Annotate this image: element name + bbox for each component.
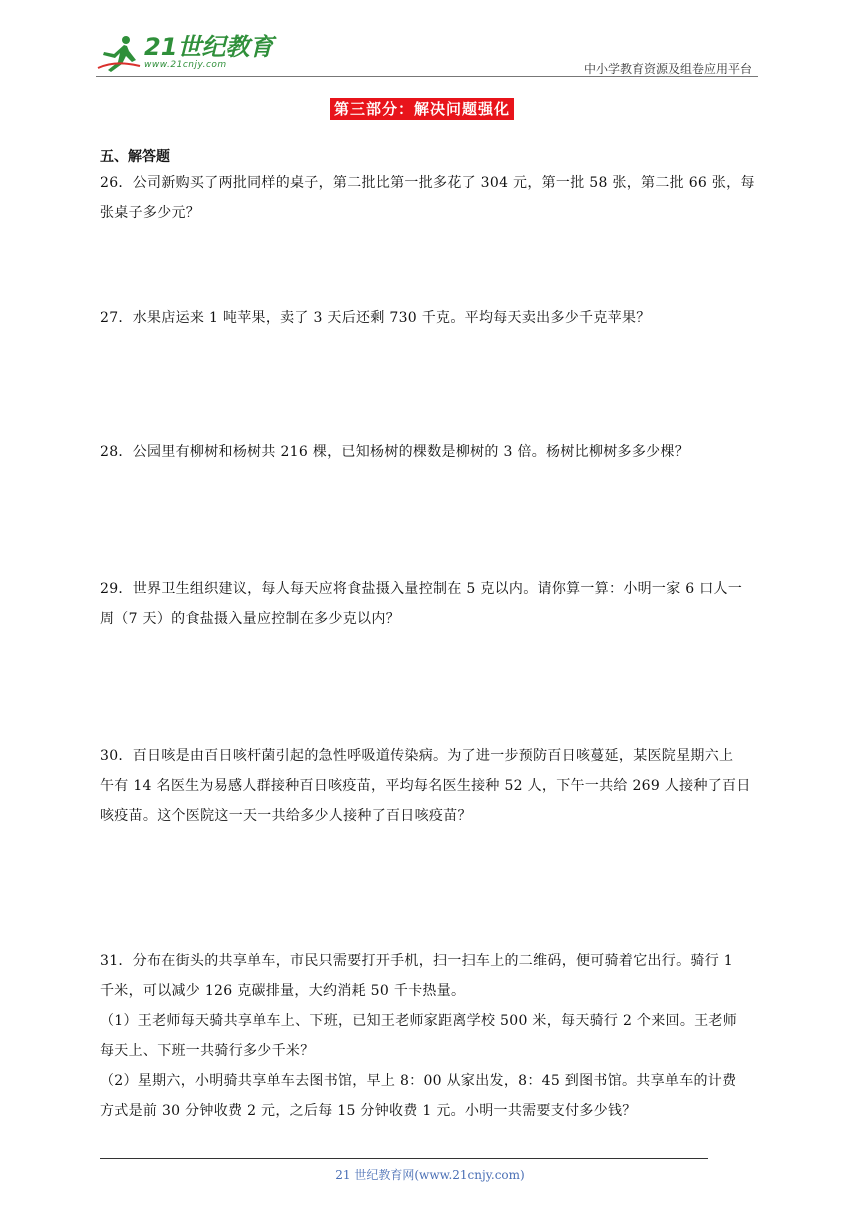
question-line: 29．世界卫生组织建议，每人每天应将食盐摄入量控制在 5 克以内。请你算一算：小明一家 6 口人一 [100, 581, 743, 597]
runner-logo-icon [96, 34, 142, 74]
question-line: 周（7 天）的食盐摄入量应控制在多少克以内？ [100, 611, 400, 627]
question-line: 方式是前 30 分钟收费 2 元，之后每 15 分钟收费 1 元。小明一共需要支付多少钱？ [100, 1103, 637, 1119]
footer-divider [100, 1158, 708, 1159]
logo-url: www.21cnjy.com [144, 60, 227, 70]
part-heading: 五、解答题 [100, 149, 170, 165]
question-line: 28．公园里有柳树和杨树共 216 棵，已知杨树的棵数是柳树的 3 倍。杨树比柳树多多少棵？ [100, 444, 690, 460]
question-28 [100, 437, 764, 467]
section-title: 第三部分：解决问题强化 [330, 98, 514, 120]
question-line: 27．水果店运来 1 吨苹果，卖了 3 天后还剩 730 千克。平均每天卖出多少千克苹果？ [100, 310, 651, 326]
subquestion-2: （2）星期六，小明骑共享单车去图书馆，早上 8：00 从家出发，8：45 到图书馆。共享单车的计费 [100, 1073, 737, 1089]
logo-wordmark: 21世纪教育 [144, 33, 274, 61]
question-29 [100, 574, 764, 634]
question-line: 30．百日咳是由百日咳杆菌引起的急性呼吸道传染病。为了进一步预防百日咳蔓延，某医院星期六上 [100, 748, 734, 764]
question-30 [100, 741, 764, 831]
question-31 [100, 946, 764, 1126]
logo [96, 34, 273, 74]
header-divider [96, 76, 758, 77]
platform-name: 中小学教育资源及组卷应用平台 [583, 62, 752, 76]
question-26 [100, 168, 764, 228]
question-27 [100, 303, 764, 333]
footer-text: 21 世纪教育网(www.21cnjy.com) [335, 1168, 525, 1182]
question-line: 每天上、下班一共骑行多少千米？ [100, 1043, 315, 1059]
subquestion-1: （1）王老师每天骑共享单车上、下班，已知王老师家距离学校 500 米，每天骑行 2 个来回。王老师 [100, 1013, 738, 1029]
question-line: 张桌子多少元？ [100, 205, 201, 221]
page-header [96, 30, 760, 80]
question-line: 26．公司新购买了两批同样的桌子，第二批比第一批多花了 304 元，第一批 58 张，第二批 66 张，每 [100, 175, 755, 191]
question-line: 千米，可以减少 126 克碳排量，大约消耗 50 千卡热量。 [100, 983, 466, 999]
question-line: 31．分布在街头的共享单车，市民只需要打开手机，扫一扫车上的二维码，便可骑着它出行。骑行 1 [100, 953, 733, 969]
question-line: 午有 14 名医生为易感人群接种百日咳疫苗，平均每名医生接种 52 人，下午一共给 269 人接种了百日 [100, 778, 751, 794]
question-line: 咳疫苗。这个医院这一天一共给多少人接种了百日咳疫苗？ [100, 808, 472, 824]
